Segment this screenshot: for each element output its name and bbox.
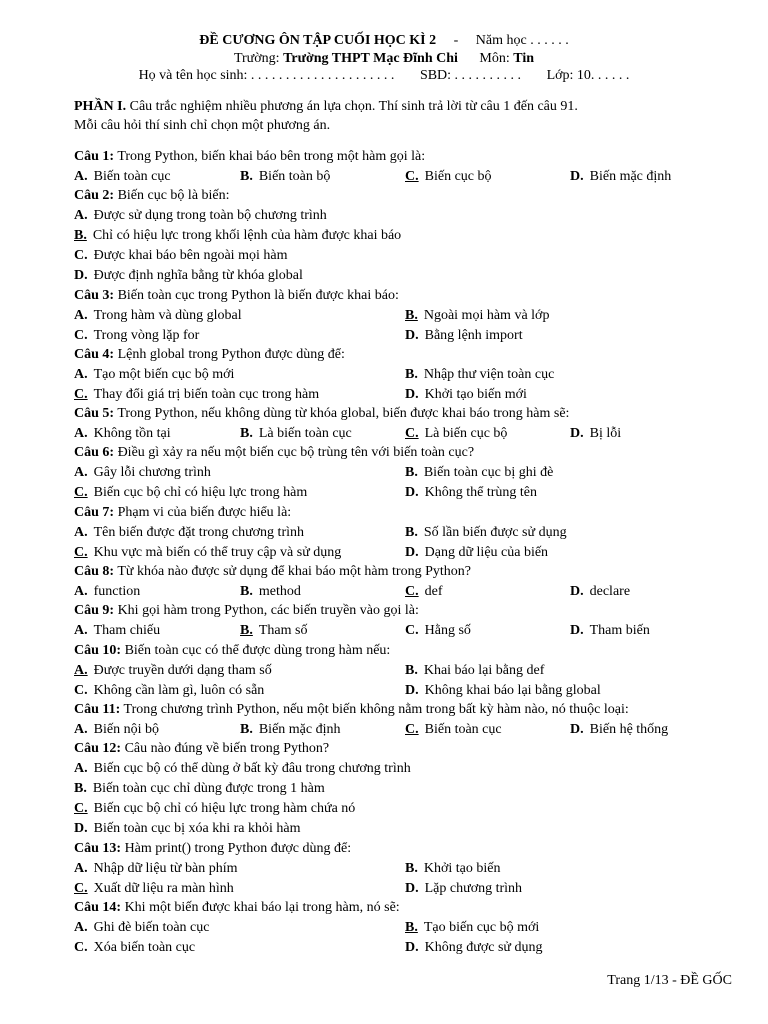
question-text: Trong Python, biến khai báo bên trong một hàm gọi là: [117,149,426,164]
answer-option [74,781,325,797]
answer-option-correct [74,663,272,679]
subject-name: Tin [513,51,535,66]
answer-option [405,940,542,956]
answer-option [74,761,411,777]
answer-option-correct [405,169,492,185]
page-footer: Trang 1/13 - ĐỀ GỐC [607,973,732,988]
option-text: Không tồn tại [93,426,171,441]
option-letter: B. [405,920,418,935]
option-letter: D. [570,426,584,441]
answer-option-correct [405,308,549,324]
title-dash: - [453,33,459,48]
option-text: Dạng dữ liệu của biến [424,545,549,560]
question-stem [74,564,471,580]
option-text: function [93,584,141,599]
doc-header-line1 [0,33,768,49]
answer-option-correct [74,545,341,561]
option-text: Biến mặc định [258,722,341,737]
part-instructions: Câu trắc nghiệm nhiều phương án lựa chọn. Thí sinh trả lời từ câu 1 đến câu 91. [129,99,578,114]
option-letter: C. [74,940,88,955]
option-text: Biến hệ thống [589,722,669,737]
question-number: Câu 2: [74,188,115,203]
question-number: Câu 6: [74,445,115,460]
option-letter: C. [74,248,88,263]
question-stem [74,445,474,461]
option-text: Biến toàn cục chỉ dùng được trong 1 hàm [92,781,325,796]
question-stem [74,505,291,521]
option-text: Biến toàn bộ [258,169,331,184]
part-intro-line2 [74,118,330,134]
option-text: Nhập dữ liệu từ bàn phím [93,861,238,876]
option-letter: D. [405,545,419,560]
option-letter: C. [405,623,419,638]
option-text: Tham số [258,623,308,638]
option-text: Tham biến [589,623,650,638]
question-number: Câu 13: [74,841,122,856]
answer-option [74,248,287,264]
doc-title: ĐỀ CƯƠNG ÔN TẬP CUỐI HỌC KÌ 2 [199,33,437,48]
question-text: Hàm print() trong Python được dùng để: [124,841,352,856]
option-letter: B. [74,228,87,243]
option-letter: B. [240,426,253,441]
option-letter: B. [405,663,418,678]
answer-option [405,881,522,897]
answer-option [74,328,199,344]
option-text: Là biến toàn cục [258,426,352,441]
answer-option [74,465,211,481]
option-text: Không cần làm gì, luôn có sẵn [93,683,265,698]
answer-option [74,268,303,284]
answer-option [74,308,242,324]
question-number: Câu 3: [74,288,115,303]
option-letter: A. [74,465,88,480]
option-letter: C. [74,545,88,560]
answer-option [74,525,304,541]
answer-option [570,169,671,185]
answer-option [240,426,352,442]
answer-option [74,821,300,837]
option-letter: D. [405,387,419,402]
question-number: Câu 1: [74,149,115,164]
option-text: Biến nội bộ [93,722,159,737]
option-letter: C. [74,683,88,698]
question-stem [74,288,399,304]
option-letter: C. [74,485,88,500]
option-text: Biến cục bộ chỉ có hiệu lực trong hàm chứa nó [93,801,356,816]
student-name-field: Họ và tên học sinh: . . . . . . . . . . . . . . . . . . . . . [138,68,395,83]
option-text: Nhập thư viện toàn cục [423,367,555,382]
school-year: Năm học . . . . . . [475,33,569,48]
option-letter: D. [570,722,584,737]
school-name: Trường THPT Mạc Đĩnh Chi [283,51,458,66]
answer-option [405,683,601,699]
option-letter: A. [74,584,88,599]
question-number: Câu 5: [74,406,115,421]
option-text: Biến cục bộ chỉ có hiệu lực trong hàm [93,485,308,500]
answer-option [570,426,621,442]
answer-option [570,623,650,639]
option-letter: A. [74,367,88,382]
part-label: PHẦN I. [74,99,127,114]
option-letter: D. [570,623,584,638]
answer-option [570,722,668,738]
option-letter: D. [570,169,584,184]
part-intro-line1 [74,99,578,115]
answer-option [240,722,341,738]
option-text: Tạo một biến cục bộ mới [93,367,235,382]
doc-header-line3 [0,68,768,84]
option-letter: D. [405,683,419,698]
answer-option-correct [405,920,539,936]
question-number: Câu 12: [74,741,122,756]
question-text: Câu nào đúng về biến trong Python? [124,741,330,756]
school-label: Trường: [233,51,280,66]
option-letter: D. [74,821,88,836]
option-text: Bằng lệnh import [424,328,523,343]
answer-option [74,623,160,639]
question-text: Từ khóa nào được sử dụng để khai báo một hàm trong Python? [117,564,471,579]
option-text: Tham chiếu [93,623,161,638]
answer-option [405,525,567,541]
option-text: Trong vòng lặp for [93,328,200,343]
question-stem [74,841,351,857]
option-letter: C. [405,722,419,737]
option-text: Biến cục bộ có thể dùng ở bất kỳ đâu trong chương trình [93,761,411,776]
option-letter: B. [74,781,87,796]
question-stem [74,149,425,165]
option-text: Biến toàn cục [424,722,502,737]
doc-header-line2 [0,51,768,67]
option-letter: C. [405,426,419,441]
option-letter: A. [74,761,88,776]
option-text: Được sử dụng trong toàn bộ chương trình [93,208,327,223]
answer-option [240,169,330,185]
question-stem [74,900,400,916]
answer-option [74,208,327,224]
option-letter: A. [74,308,88,323]
answer-option-correct [74,485,307,501]
answer-option [74,367,234,383]
option-letter: D. [405,881,419,896]
answer-option [405,387,527,403]
question-text: Biến cục bộ là biến: [117,188,230,203]
question-stem [74,406,569,422]
option-text: Chỉ có hiệu lực trong khối lệnh của hàm được khai báo [92,228,402,243]
option-letter: A. [74,920,88,935]
option-text: Khởi tạo biến mới [424,387,527,402]
option-letter: A. [74,663,88,678]
question-number: Câu 8: [74,564,115,579]
option-text: Khai báo lại bằng def [423,663,545,678]
option-letter: B. [240,623,253,638]
option-text: Là biến cục bộ [424,426,508,441]
option-text: Không được sử dụng [424,940,543,955]
option-text: Không thể trùng tên [424,485,537,500]
answer-option [74,169,171,185]
option-letter: B. [240,169,253,184]
option-letter: B. [405,465,418,480]
option-text: Số lần biến được sử dụng [423,525,567,540]
answer-option [405,465,553,481]
question-number: Câu 14: [74,900,122,915]
option-letter: A. [74,426,88,441]
option-letter: B. [405,525,418,540]
question-stem [74,603,419,619]
option-text: Được khai báo bên ngoài mọi hàm [93,248,288,263]
sbd-field: SBD: . . . . . . . . . . [419,68,522,83]
option-letter: A. [74,623,88,638]
answer-option-correct [405,426,507,442]
option-text: Trong hàm và dùng global [93,308,242,323]
answer-option [405,328,523,344]
option-text: Lặp chương trình [424,881,523,896]
question-number: Câu 7: [74,505,115,520]
option-text: Ngoài mọi hàm và lớp [423,308,550,323]
answer-option [405,485,537,501]
answer-option [74,584,140,600]
option-text: Biến mặc định [589,169,672,184]
answer-option-correct [240,623,307,639]
option-letter: B. [405,308,418,323]
option-letter: B. [405,367,418,382]
question-text: Biến toàn cục trong Python là biến được khai báo: [117,288,399,303]
answer-option [240,584,301,600]
question-text: Trong Python, nếu không dùng từ khóa global, biến được khai báo trong hàm sẽ: [117,406,570,421]
option-text: Hằng số [424,623,471,638]
option-letter: B. [240,584,253,599]
question-number: Câu 9: [74,603,115,618]
answer-option [74,426,171,442]
question-text: Lệnh global trong Python được dùng để: [117,347,345,362]
answer-option-correct [74,387,319,403]
question-text: Điều gì xảy ra nếu một biến cục bộ trùng tên với biến toàn cục? [117,445,475,460]
answer-option [405,861,500,877]
option-text: Khu vực mà biến có thể truy cập và sử dụng [93,545,342,560]
option-letter: C. [74,328,88,343]
answer-option-correct [405,722,502,738]
option-text: Thay đổi giá trị biến toàn cục trong hàm [93,387,320,402]
question-stem [74,702,629,718]
option-letter: A. [74,722,88,737]
question-number: Câu 4: [74,347,115,362]
option-letter: C. [74,881,88,896]
option-text: declare [589,584,631,599]
option-text: Không khai báo lại bằng global [424,683,601,698]
option-text: Tên biến được đặt trong chương trình [93,525,305,540]
option-text: Biến toàn cục bị xóa khi ra khỏi hàm [93,821,301,836]
answer-option-correct [74,228,401,244]
answer-option-correct [74,801,355,817]
option-letter: A. [74,525,88,540]
question-stem [74,643,390,659]
answer-option [74,683,264,699]
answer-option-correct [74,881,234,897]
answer-option [74,861,238,877]
question-text: Biến toàn cục có thể được dùng trong hàm nếu: [124,643,391,658]
option-letter: A. [74,861,88,876]
option-letter: D. [405,328,419,343]
answer-option-correct [405,584,443,600]
option-letter: A. [74,208,88,223]
answer-option [405,623,471,639]
question-stem [74,188,230,204]
option-text: Biến toàn cục [93,169,171,184]
answer-option [74,920,209,936]
option-letter: D. [405,940,419,955]
question-number: Câu 11: [74,702,121,717]
answer-option [74,722,159,738]
option-letter: D. [74,268,88,283]
option-letter: C. [74,387,88,402]
answer-option [405,545,548,561]
option-text: Biến toàn cục bị ghi đè [423,465,554,480]
question-text: Phạm vi của biến được hiểu là: [117,505,292,520]
option-letter: D. [405,485,419,500]
option-text: method [258,584,301,599]
option-letter: C. [405,169,419,184]
option-letter: C. [74,801,88,816]
question-number: Câu 10: [74,643,122,658]
option-text: def [424,584,443,599]
question-stem [74,741,329,757]
option-letter: C. [405,584,419,599]
option-text: Được định nghĩa bằng từ khóa global [93,268,303,283]
question-text: Khi một biến được khai báo lại trong hàm, nó sẽ: [124,900,400,915]
class-field: Lớp: 10. . . . . . [546,68,630,83]
option-letter: B. [240,722,253,737]
answer-option [405,367,554,383]
answer-option [570,584,630,600]
question-text: Khi gọi hàm trong Python, các biến truyền vào gọi là: [117,603,419,618]
option-letter: A. [74,169,88,184]
answer-option [405,663,544,679]
option-text: Xuất dữ liệu ra màn hình [93,881,234,896]
option-text: Gây lỗi chương trình [93,465,211,480]
option-text: Khởi tạo biến [423,861,501,876]
answer-option [74,940,195,956]
option-letter: D. [570,584,584,599]
option-letter: B. [405,861,418,876]
question-text: Trong chương trình Python, nếu một biến không nằm trong bất kỳ hàm nào, nó thuộc loại: [123,702,629,717]
subject-label: Môn: [479,51,510,66]
part-instructions-2: Mỗi câu hỏi thí sinh chỉ chọn một phương án. [74,118,331,133]
question-stem [74,347,345,363]
option-text: Xóa biến toàn cục [93,940,196,955]
option-text: Tạo biến cục bộ mới [423,920,540,935]
option-text: Biến cục bộ [424,169,492,184]
option-text: Bị lỗi [589,426,622,441]
option-text: Ghi đè biến toàn cục [93,920,210,935]
option-text: Được truyền dưới dạng tham số [93,663,272,678]
